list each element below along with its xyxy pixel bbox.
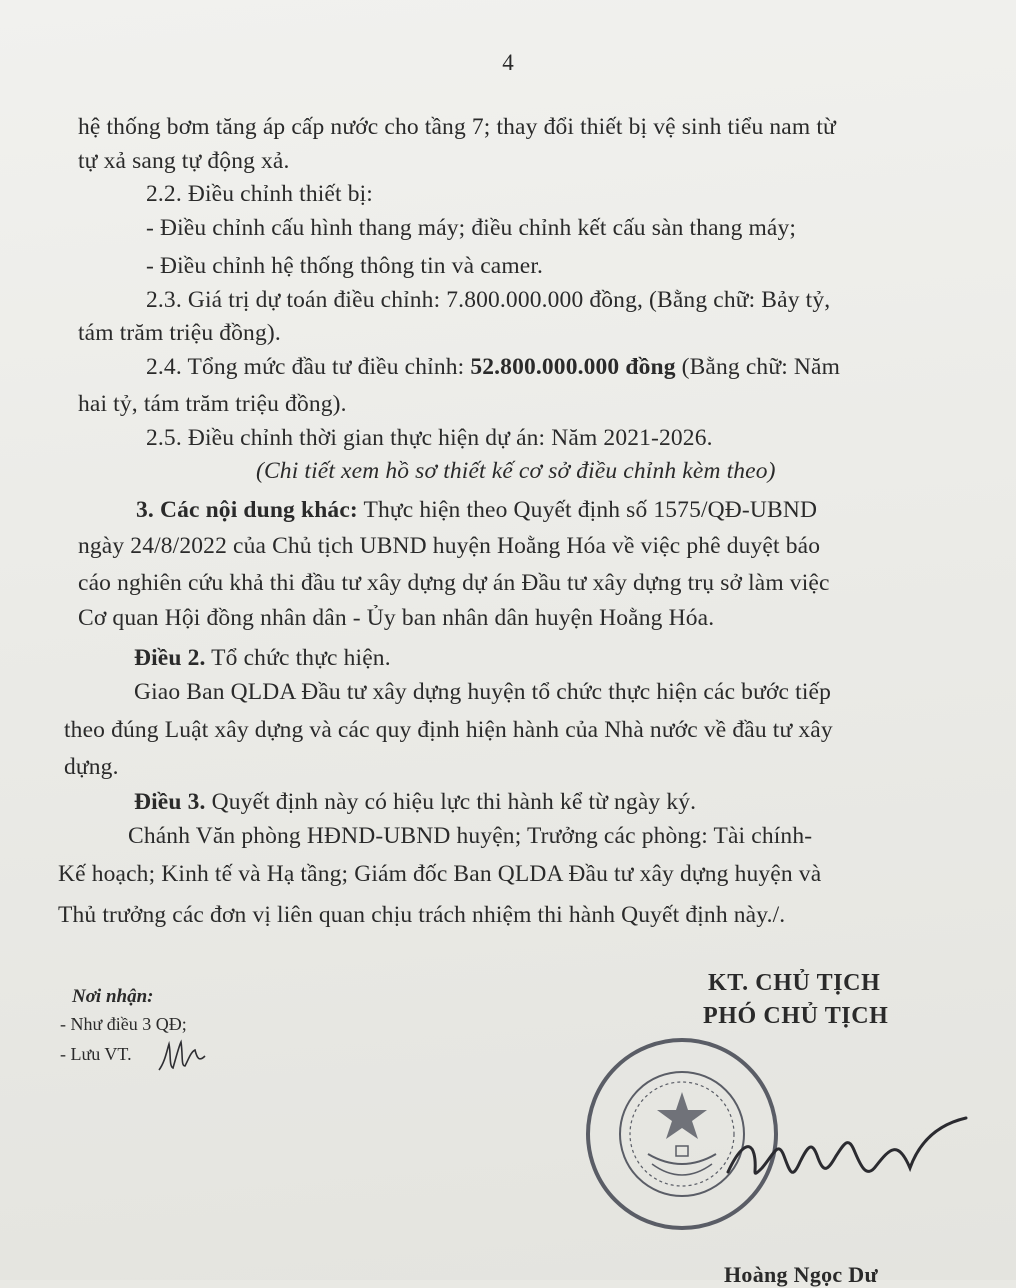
body-line-19: dựng. (64, 754, 119, 780)
recipient-item: - Như điều 3 QĐ; (60, 1014, 187, 1034)
total-amount: 52.800.000.000 đồng (470, 354, 676, 380)
body-line-7: tám trăm triệu đồng). (78, 320, 281, 346)
body-line-9: hai tỷ, tám trăm triệu đồng). (78, 391, 347, 417)
body-line-22: Kế hoạch; Kinh tế và Hạ tầng; Giám đốc Ban QLDA Đầu tư xây dựng huyện và (58, 861, 822, 887)
article-2-title: Tổ chức thực hiện. (205, 645, 391, 671)
body-line-13: ngày 24/8/2022 của Chủ tịch UBND huyện Hoằng Hóa về việc phê duyệt báo (78, 533, 821, 559)
article-2-heading (134, 645, 391, 672)
recipients-title: Nơi nhận: (72, 986, 154, 1007)
article-3-text: Quyết định này có hiệu lực thi hành kể từ ngày ký. (205, 789, 697, 815)
total-words: (Bằng chữ: Năm (675, 354, 841, 380)
section-2-5-time: 2.5. Điều chỉnh thời gian thực hiện dự án: Năm 2021-2026. (146, 425, 713, 451)
recipient-item: - Lưu VT. (60, 1044, 132, 1064)
signer-name: Hoàng Ngọc Dư (724, 1262, 878, 1287)
body-line-5: - Điều chỉnh hệ thống thông tin và camer. (146, 253, 544, 279)
body-line-4: - Điều chỉnh cấu hình thang máy; điều chỉnh kết cấu sàn thang máy; (146, 215, 797, 241)
detail-note: (Chi tiết xem hồ sơ thiết kế cơ sở điều chỉnh kèm theo) (256, 458, 776, 484)
section-2-3-value: 2.3. Giá trị dự toán điều chỉnh: 7.800.000.000 đồng, (Bằng chữ: Bảy tỷ, (146, 287, 831, 313)
signature-title-1: KT. CHỦ TỊCH (708, 970, 881, 996)
section-2-2-heading: 2.2. Điều chỉnh thiết bị: (146, 181, 373, 207)
section-3-label: 3. Các nội dung khác: (136, 497, 358, 523)
article-3-heading (134, 789, 696, 816)
body-line-14: cáo nghiên cứu khả thi đầu tư xây dựng dự án Đầu tư xây dựng trụ sở làm việc (78, 570, 830, 596)
body-line-1: hệ thống bơm tăng áp cấp nước cho tầng 7; thay đổi thiết bị vệ sinh tiểu nam từ (78, 114, 836, 140)
body-line-17: Giao Ban QLDA Đầu tư xây dựng huyện tổ chức thực hiện các bước tiếp (134, 679, 831, 705)
total-label: 2.4. Tổng mức đầu tư điều chỉnh: (146, 354, 471, 380)
page-number: 4 (502, 50, 514, 75)
body-line-21: Chánh Văn phòng HĐND-UBND huyện; Trưởng các phòng: Tài chính- (128, 823, 813, 849)
article-3-label: Điều 3. (134, 789, 206, 815)
body-line-2: tự xả sang tự động xả. (78, 148, 290, 174)
signature-mark (720, 1110, 980, 1200)
body-line-18: theo đúng Luật xây dựng và các quy định hiện hành của Nhà nước về đầu tư xây (64, 717, 833, 743)
section-3-text: Thực hiện theo Quyết định số 1575/QĐ-UBND (357, 497, 818, 523)
section-3-heading (136, 497, 817, 524)
body-line-15: Cơ quan Hội đồng nhân dân - Ủy ban nhân dân huyện Hoằng Hóa. (78, 605, 715, 631)
section-2-4-total (146, 354, 840, 381)
body-line-23: Thủ trưởng các đơn vị liên quan chịu trách nhiệm thi hành Quyết định này./. (58, 902, 786, 928)
article-2-label: Điều 2. (134, 645, 206, 671)
initials-mark (155, 1032, 213, 1078)
signature-title-2: PHÓ CHỦ TỊCH (703, 1003, 889, 1029)
